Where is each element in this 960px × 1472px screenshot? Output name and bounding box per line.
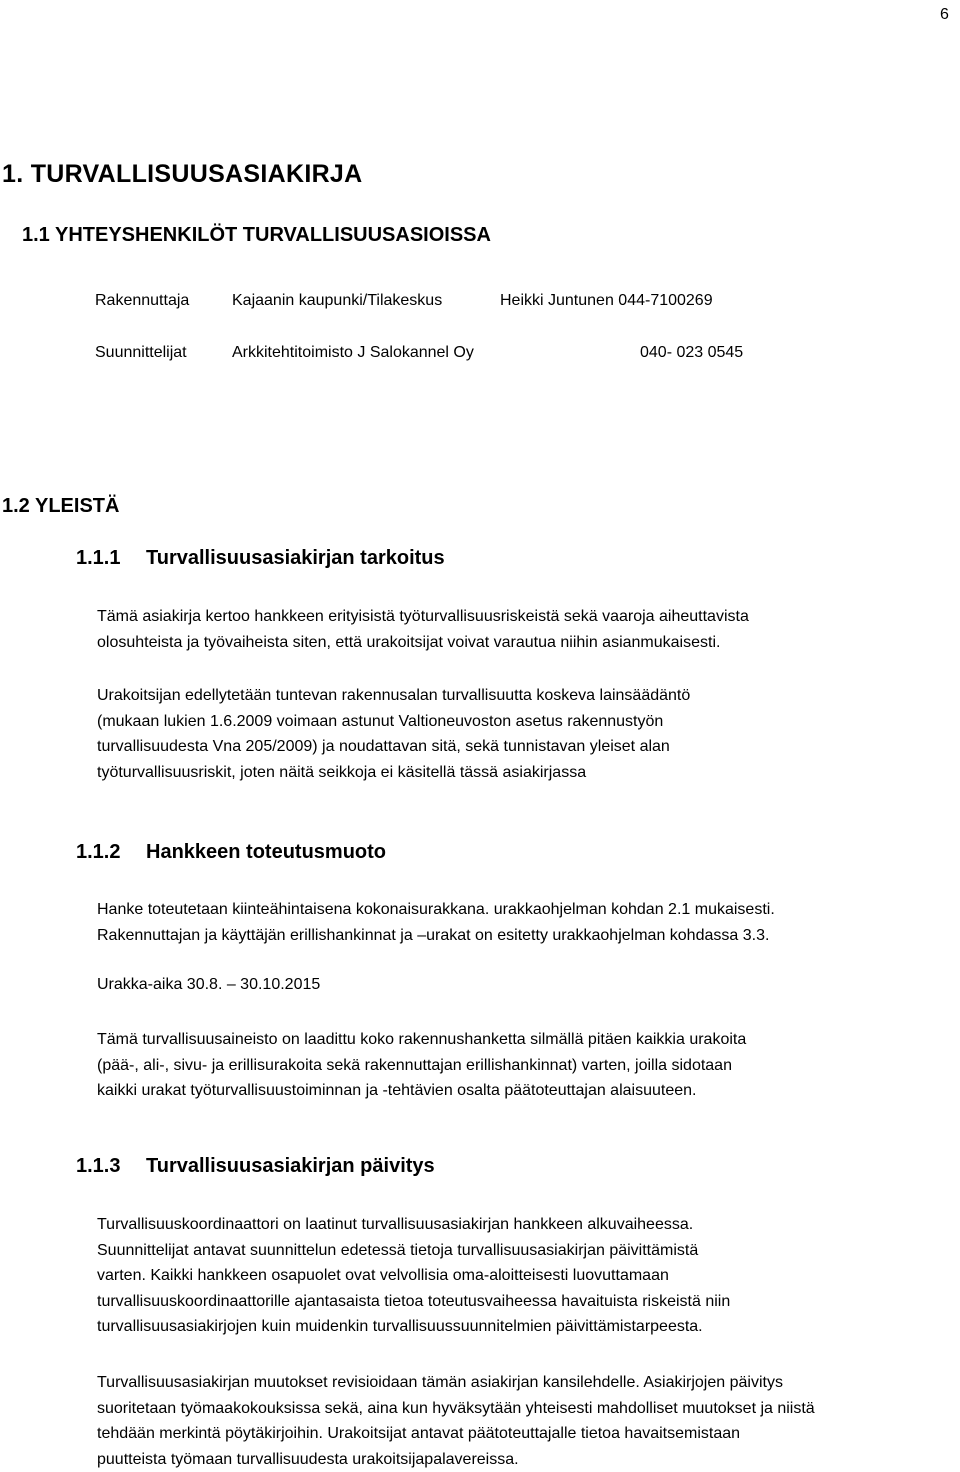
contact-org: Arkkitehtitoimisto J Salokannel Oy xyxy=(232,344,474,362)
section-title: 1. TURVALLISUUSASIAKIRJA xyxy=(2,160,362,189)
text-line: Turvallisuusasiakirjan muutokset revisioidaan tämän asiakirjan kansilehdelle. Asiakirjojen päivitys xyxy=(97,1370,957,1396)
subsection-heading xyxy=(76,841,386,864)
text-line: turvallisuusasiakirjojen kuin muidenkin turvallisuussuunnitelmien päivittämistarpeesta. xyxy=(97,1314,957,1340)
text-line: turvallisuudesta Vna 205/2009) ja noudattavan sitä, sekä tunnistavan yleiset alan xyxy=(97,734,957,760)
subsection-number: 1.1.2 xyxy=(76,841,146,864)
text-line: työturvallisuusriskit, joten näitä seikkoja ei käsitellä tässä asiakirjassa xyxy=(97,760,957,786)
contacts-heading: 1.1 YHTEYSHENKILÖT TURVALLISUUSASIOISSA xyxy=(22,224,491,247)
paragraph xyxy=(97,897,957,948)
contact-phone: 040- 023 0545 xyxy=(640,344,743,362)
paragraph xyxy=(97,604,957,655)
text-line: (pää-, ali-, sivu- ja erillisurakoita sekä rakennuttajan erillishankinnat) varten, joilla sidotaan xyxy=(97,1053,957,1079)
text-line: (mukaan lukien 1.6.2009 voimaan astunut Valtioneuvoston asetus rakennustyön xyxy=(97,709,957,735)
contact-org: Kajaanin kaupunki/Tilakeskus xyxy=(232,292,442,310)
paragraph xyxy=(97,972,957,998)
subsection-heading xyxy=(76,547,445,570)
paragraph xyxy=(97,1370,957,1472)
text-line: Suunnittelijat antavat suunnittelun edetessä tietoja turvallisuusasiakirjan päivittämistä xyxy=(97,1238,957,1264)
subsection-title: Turvallisuusasiakirjan päivitys xyxy=(146,1155,435,1177)
subsection-number: 1.1.1 xyxy=(76,547,146,570)
text-line: varten. Kaikki hankkeen osapuolet ovat velvollisia oma-aloitteisesti luovuttamaan xyxy=(97,1263,957,1289)
subsection-heading xyxy=(76,1155,435,1178)
text-line: kaikki urakat työturvallisuustoiminnan ja -tehtävien osalta päätoteuttajan alaisuuteen. xyxy=(97,1078,957,1104)
text-line: olosuhteista ja työvaiheista siten, että urakoitsijat voivat varautua niihin asianmukaisesti. xyxy=(97,630,957,656)
paragraph xyxy=(97,1027,957,1104)
subsection-number: 1.1.3 xyxy=(76,1155,146,1178)
text-line: Urakka-aika 30.8. – 30.10.2015 xyxy=(97,972,957,998)
text-line: tehdään merkintä pöytäkirjoihin. Urakoitsijat antavat päätoteuttajalle tietoa havaitsemistaan xyxy=(97,1421,957,1447)
text-line: Rakennuttajan ja käyttäjän erillishankinnat ja –urakat on esitetty urakkaohjelman kohdassa 3.3. xyxy=(97,923,957,949)
page-number: 6 xyxy=(940,6,949,24)
paragraph xyxy=(97,683,957,785)
text-line: Turvallisuuskoordinaattori on laatinut turvallisuusasiakirjan hankkeen alkuvaiheessa. xyxy=(97,1212,957,1238)
text-line: puutteista työmaan turvallisuudesta urakoitsijapalavereissa. xyxy=(97,1447,957,1472)
general-heading: 1.2 YLEISTÄ xyxy=(2,495,119,518)
text-line: Urakoitsijan edellytetään tuntevan rakennusalan turvallisuutta koskeva lainsäädäntö xyxy=(97,683,957,709)
contact-role: Rakennuttaja xyxy=(95,292,189,310)
subsection-title: Turvallisuusasiakirjan tarkoitus xyxy=(146,547,445,569)
text-line: turvallisuuskoordinaattorille ajantasaista tietoa toteutusvaiheessa havaituista riskeistä niin xyxy=(97,1289,957,1315)
contact-person: Heikki Juntunen 044-7100269 xyxy=(500,292,713,310)
paragraph xyxy=(97,1212,957,1340)
contact-role: Suunnittelijat xyxy=(95,344,187,362)
text-line: Tämä turvallisuusaineisto on laadittu koko rakennushanketta silmällä pitäen kaikkia urakoita xyxy=(97,1027,957,1053)
text-line: Hanke toteutetaan kiinteähintaisena kokonaisurakkana. urakkaohjelman kohdan 2.1 mukaisesti. xyxy=(97,897,957,923)
text-line: Tämä asiakirja kertoo hankkeen erityisistä työturvallisuusriskeistä sekä vaaroja aiheuttavista xyxy=(97,604,957,630)
text-line: suoritetaan työmaakokouksissa sekä, aina kun hyväksytään yhteisesti mahdolliset muutokset ja niistä xyxy=(97,1396,957,1422)
subsection-title: Hankkeen toteutusmuoto xyxy=(146,841,386,863)
